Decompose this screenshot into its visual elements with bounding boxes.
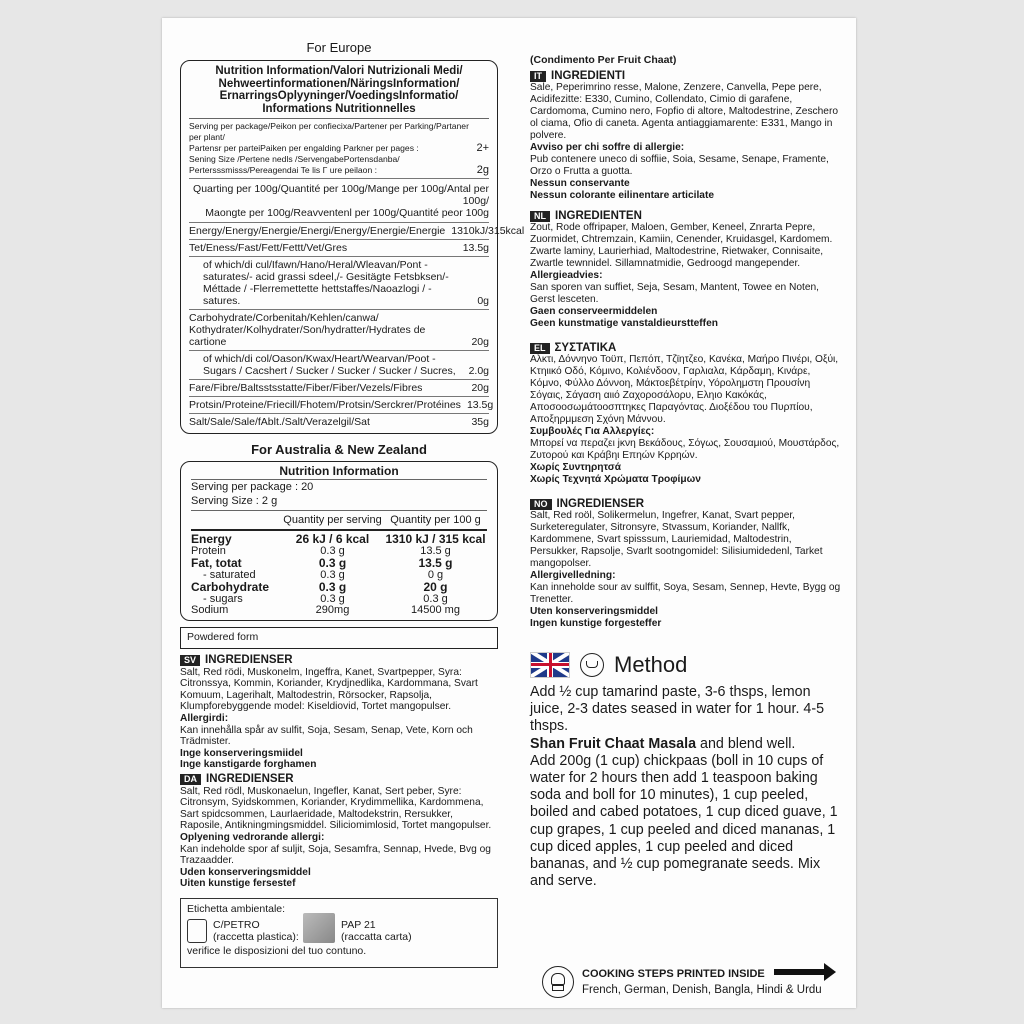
environmental-label-footer: verifice le disposizioni del tuo contuno. (187, 944, 367, 957)
au-row: Energy 26 kJ / 6 kcal 1310 kJ / 315 kcal (191, 532, 486, 546)
europe-serving-info: Serving per package/Peikon per confiecixa/Partener per Parking/Partaner per plant/ Partensr per parteiPaiken per engalding Parkner per pages : 2+ Sening Size /Pertene nedls /ServengabePortensdanba/ Pertersssmisss/Pereagendai Te lis Γ ure peilaon : 2g (189, 119, 489, 179)
eu-row-saturates: of which/di cul/Ifawn/Hano/Heral/Wleavan/Pont -saturates/- acid grassi sdeel,/- Gesitägte Fetsbksen/- Méttade / -Flerremettette hettstaffes/Naoazlogi / - satures. 0g (189, 257, 489, 310)
australia-serving-info: Serving per package : 20 Serving Size : 2 g (191, 481, 314, 507)
eu-row-salt: Salt/Sale/Sale/fAblt./Salt/Verazelgil/Sat 35g (189, 416, 489, 428)
cooking-steps-notice (542, 962, 842, 1002)
australia-nutrition-heading: Nutrition Information (191, 465, 487, 480)
ingredients-sv: SV INGREDIENSER Salt, Red rödi, Muskonelm, Ingeffra, Kanet, Svartpepper, Syra: Citronssya, Kommin, Koriander, Krydjnedlika, Kardommana, Svart Komuum, Lagerihalt, Maltodestrin, Rörsocker, Rapsolja, Klumpforebyggende model: Kiseldiovid, Tortet mangopulser. Allergirdi: Kan innehålla spår av sulfit, Soja, Sesam, Senap, Vete, Korn och Trädmister. Inge konserveringsmiidel Inge kanstigarde forghamen (180, 654, 478, 771)
environmental-label-title: Etichetta ambientale: (187, 902, 286, 915)
au-row: Fat, totat 0.3 g 13.5 g (191, 556, 453, 570)
ingredients-da: DA INGREDIENSER Salt, Red rödl, Muskonaelun, Ingefler, Kanat, Sert peber, Syre: Citronsym, Syidskommen, Koriander, Krydimmellika, Kardommena, Sart spidcsommen, Laurlaeridade, Maltodekstrin, Rersukker, Raposile, Antikningmingsmiddel. Siliciomimlosid, Tortet mangopulser. Oplyening vedrorande allergi: Kan indeholde spor af suljit, Soja, Sesamfra, Sennap, Hvede, Bvg og Trazaadder. Uden konserveringsmiddel Uiten kunstige fersestef (180, 772, 492, 890)
language-tag-it: IT (530, 71, 546, 82)
package-back-panel (162, 18, 856, 1008)
au-row: - sugars 0.3 g 0.3 g (203, 593, 448, 605)
cooking-steps-languages: French, German, Denish, Bangla, Hindi & Urdu (582, 984, 822, 996)
europe-nutrition-heading: Nutrition Information/Valori Nutrizionali Medi/ Nehweertinformationen/NäringsInformation/ ErnarringsOplyyninger/VoedingsInformatio/ Informations Nutritionnelles (189, 64, 489, 119)
cooking-steps-title: COOKING STEPS PRINTED INSIDE (582, 968, 765, 980)
eu-row-fibre: Fare/Fibre/Baltsstsstatte/Fiber/Fiber/Vezels/Fibres 20g (189, 380, 489, 397)
arrow-right-icon (774, 969, 826, 975)
language-tag-da: DA (180, 774, 201, 785)
australia-column-headers: Quantity per serving Quantity per 100 g (191, 510, 487, 529)
eu-row-sugars: of which/di col/Oason/Kwax/Heart/Wearvan/Poot -Sugars / Cacshert / Sucker / Sucker / Sucker / Sucres, 2.0g (189, 351, 489, 380)
australia-region-title: For Australia & New Zealand (251, 442, 427, 457)
ingredients-nl: NL INGREDIENTEN Zout, Rode offripaper, Maloen, Gember, Keneel, Znrarta Pepre, Zuormidet, Chtremzain, Kamiin, Cenender, Kruidasgel, Kardomem. Zwarte laminy, Laurierhiad, Maltodestrine, Rietwaker, Connisaite, Zwartle tewnnidel. Sillamnatmidie, Gedroogd mangepender. Allergieadvies: San sporen van suffiet, Seja, Sesam, Mantent, Towee en Noten, Gerst lesceten. Gaen conserveermiddelen Geen kunstmatige vanstaldieurstteffen (530, 210, 833, 329)
cooking-pot-icon (580, 653, 604, 677)
environmental-label: Etichetta ambientale: C/PETRO (raccetta plastica): PAP 21 (raccatta carta) verifice le disposizioni del tuo contuno. (180, 898, 498, 968)
europe-quantity-header: Quarting per 100g/Quantité per 100g/Mange per 100g/Antal per 100g/ Maongte per 100g/Reavventenl per 100g/Quantité peor 100g (189, 179, 489, 223)
paper-box-icon (303, 913, 335, 943)
product-name: Shan Fruit Chaat Masala (530, 735, 697, 752)
ingredients-it: IT INGREDIENTI Sale, Peperimrino resse, Malone, Zenzere, Canvella, Pepe pere, Acidifezitte: E330, Cumino, Collendato, Cimio di garafene, Cardomoma, Cumino nero, Fopfio di altore, Maltodestrine, Zeschero ol ciama, Ofio di caneta. Agenta antiaggiamarente: E331, Mango in polvere. Avviso per chi soffre di allergie: Pub contenere uneco di soffiie, Soia, Sesame, Senape, Framente, Orzo o Frutta a guotta. Nessun conservante Nessun colorante eilinentare articilate (530, 70, 839, 201)
ingredients-no: NO INGREDIENSER Salt, Red roöl, Solikermelun, Ingefrer, Kanat, Svart pepper, Surketeregulater, Sitronsyre, Stvassum, Koriander, Nallfk, Kardommene, Svart spisssum, Lauriemidad, Maltodestrin, Persukker, Rapsolje, Svarlt sootngomidel: Silisiumidedenl, Tarket mangopolser. Allergivelledning: Kan inneholde sour av sulffit, Soya, Sesam, Sennep, Hevte, Bygg og Trenetter. Uten konserveringsmiddel Ingen kunstige forgesteffer (530, 498, 841, 629)
uk-flag-icon (530, 652, 570, 678)
au-row: Sodium 290mg 14500 mg (191, 604, 460, 616)
au-row: Carbohydrate 0.3 g 20 g (191, 580, 448, 594)
language-tag-el: EL (530, 343, 550, 354)
europe-nutrition-table (180, 60, 525, 434)
eu-row-carbohydrate: Carbohydrate/Corbenitah/Kehlen/canwa/ Kothydrater/Kolhydrater/Son/hydratter/Hydrates de cartione 20g (189, 310, 489, 351)
method-header (530, 652, 842, 678)
product-subtitle: (Condimento Per Fruit Chaat) (530, 54, 677, 66)
plastic-tray-icon (187, 919, 207, 943)
au-row: Protein 0.3 g 13.5 g (191, 545, 451, 557)
australia-nutrition-rows (191, 529, 487, 616)
method-title: Method (614, 652, 688, 677)
language-tag-sv: SV (180, 655, 200, 666)
chef-hat-icon (542, 966, 574, 998)
method-instructions: Add ½ cup tamarind paste, 3-6 thsps, lemon juice, 2-3 dates seased in water for 1 hour. 4-5 thsps. Shan Fruit Chaat Masala and blend well. Add 200g (1 cup) chickpaas (boll in 10 cups of water for 2 hours then add 1 teaspoon baking soda and boll for 10 minutes), 1 cup peeled, boiled and cabed potatoes, 1 cup diced guave, 1 cup grapes, 1 cup peeled and diced mananas, 1 cup diced apples, 1 cup peeled and diced bananas, and ½ cup pomegranate seeds. Mix and serve. (530, 684, 838, 890)
au-row: - saturated 0.3 g 0 g (203, 569, 444, 581)
europe-region-title: For Europe (306, 40, 372, 55)
eu-row-energy: Energy/Energy/Energie/Energi/Energy/Energie/Energie 1310kJ/315kcal (189, 223, 489, 240)
ingredients-el: EL ΣΥΣΤΑΤΙΚΑ Αλκτι, Δόννηνο Τοϋπ, Πεπόπ, Τζϊητζεο, Κανέκα, Μαήρο Πινέρι, Οξύι, Κτηιικό Οδό, Κόμινο, Κολιένδοον, Γαρλιαλα, Κάρδαμη, Κινάρε, Κόμνο, Φύλλο Δόννοη, Μάκτοεβέτρίην, Υόρολημστη Προυσίνη Σόγαις, Σάγαση αιιό Ζαχοροσάλορυ, Εληιο Κακόκάς, Αποσοοσωμάτοοσπτηκες Παραγόντας. Διοξέδου του Πυρπίου, Αποξηρμμεση Σχόνη Μάννου. Συμβουλές Για Αλλεργίες: Μπορεί να περαζει jκνη Βεκάδους, Σόγως, Σουσαμιού, Μουστάρδος, Ζυτορού και Κράβηι Επηών Κρρηών. Χωρίς Συντηρητσά Χωρίς Τεχνητά Χρώματα Τροφίμων (530, 342, 840, 485)
eu-row-protein: Protsin/Proteine/Friecill/Fhotem/Protsin/Serckrer/Protéines 13.5g (189, 397, 489, 414)
language-tag-nl: NL (530, 211, 550, 222)
right-column (530, 18, 842, 890)
left-column (180, 18, 525, 968)
language-tag-no: NO (530, 499, 552, 510)
powdered-form-label: Powdered form (180, 627, 498, 649)
eu-row-fat: Tet/Eness/Fast/Fett/Fettt/Vet/Gres 13.5g (189, 240, 489, 257)
australia-nutrition-table (180, 461, 498, 621)
